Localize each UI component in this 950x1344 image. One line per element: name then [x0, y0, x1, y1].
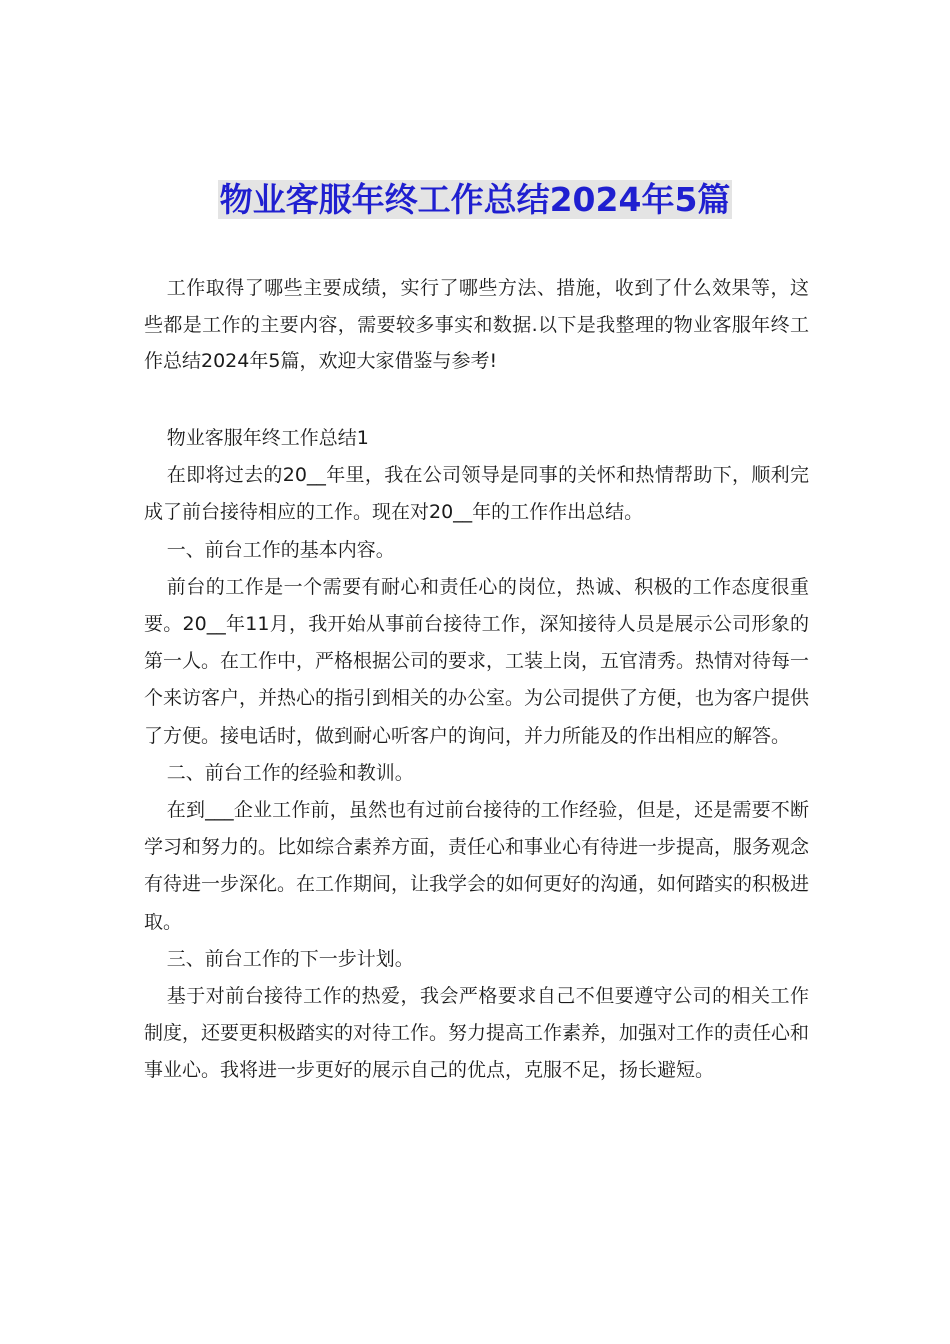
body-paragraph: 在即将过去的20__年里，我在公司领导是同事的关怀和热情帮助下，顺利完成了前台接待相应的工作。现在对20__年的工作作出总结。 — [144, 464, 809, 524]
subsection-heading: 三、前台工作的下一步计划。 — [166, 947, 414, 970]
document-title-text: 物业客服年终工作总结2024年5篇 — [219, 180, 731, 219]
subsection-heading: 一、前台工作的基本内容。 — [166, 538, 395, 561]
intro-paragraph: 工作取得了哪些主要成绩，实行了哪些方法、措施，收到了什么效果等，这些都是工作的主要内容，需要较多事实和数据.以下是我整理的物业客服年终工作总结2024年5篇，欢迎大家借鉴与参考! — [144, 277, 809, 372]
body-paragraph: 基于对前台接待工作的热爱，我会严格要求自己不但要遵守公司的相关工作制度，还要更积极踏实的对待工作。努力提高工作素养，加强对工作的责任心和事业心。我将进一步更好的展示自己的优点，克服不足，扬长避短。 — [144, 985, 810, 1082]
section-block — [144, 420, 809, 1090]
body-paragraph: 在到___企业工作前，虽然也有过前台接待的工作经验，但是，还是需要不断学习和努力的。比如综合素养方面，责任心和事业心有待进一步提高，服务观念有待进一步深化。在工作期间，让我学会的如何更好的沟通，如何踏实的积极进取。 — [144, 799, 810, 933]
intro-block — [144, 270, 809, 380]
subsection-heading: 二、前台工作的经验和教训。 — [166, 761, 414, 784]
section-heading: 物业客服年终工作总结1 — [166, 427, 369, 449]
document-title — [0, 178, 950, 222]
body-paragraph: 前台的工作是一个需要有耐心和责任心的岗位，热诚、积极的工作态度很重要。20__年11月，我开始从事前台接待工作，深知接待人员是展示公司形象的第一人。在工作中，严格根据公司的要求，工装上岗，五官清秀。热情对待每一个来访客户，并热心的指引到相关的办公室。为公司提供了方便，也为客户提供了方便。接电话时，做到耐心听客户的询问，并力所能及的作出相应的解答。 — [144, 575, 810, 747]
